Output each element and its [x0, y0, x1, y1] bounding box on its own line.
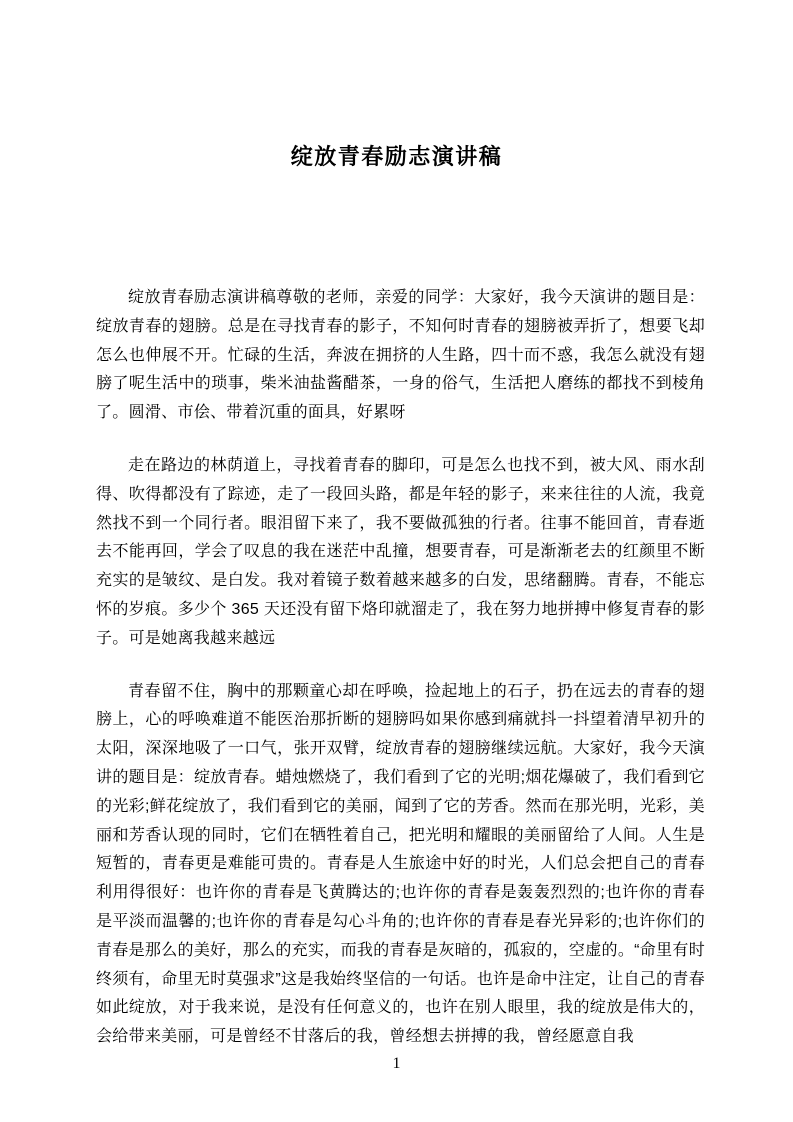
paragraph: 走在路边的林荫道上，寻找着青春的脚印，可是怎么也找不到，被大风、雨水刮得、吹得都没有了踪迹，走了一段回头路，都是年轻的影子，来来往往的人流，我竟然找不到一个同行者。眼泪留下来了，我不要做孤独的行者。往事不能回首，青春逝去不能再回，学会了叹息的我在迷茫中乱撞，想要青春，可是渐渐老去的红颜里不断充实的是皱纹、是白发。我对着镜子数着越来越多的白发，思绪翻腾。青春，不能忘怀的岁痕。多少个 365 天还没有留下烙印就溜走了，我在努力地拼搏中修复青春的影子。可是她离我越来越远: [96, 456, 705, 647]
page-title: 绽放青春励志演讲稿: [290, 144, 503, 169]
page-number: 1: [392, 1055, 401, 1072]
paragraph: 青春留不住，胸中的那颗童心却在呼唤，捡起地上的石子，扔在远去的青春的翅膀上，心的呼唤难道不能医治那折断的翅膀吗如果你感到痛就抖一抖望着清早初升的太阳，深深地吸了一口气，张开双臂，绽放青春的翅膀继续远航。大家好，我今天演讲的题目是：绽放青春。蜡烛燃烧了，我们看到了它的光明;烟花爆破了，我们看到它的光彩;鲜花绽放了，我们看到它的美丽，闻到了它的芳香。然而在那光明，光彩，美丽和芳香认现的同时，它们在牺牲着自己，把光明和耀眼的美丽留给了人间。人生是短暂的，青春更是难能可贵的。青春是人生旅途中好的时光，人们总会把自己的青春利用得很好：也许你的青春是飞黄腾达的;也许你的青春是轰轰烈烈的;也许你的青春是平淡而温馨的;也许你的青春是勾心斗角的;也许你的青春是春光异彩的;也许你们的青春是那么的美好，那么的充实，而我的青春是灰暗的，孤寂的，空虚的。“命里有时终须有，命里无时莫强求”这是我始终坚信的一句话。也许是命中注定，让自己的青春如此绽放，对于我来说，是没有任何意义的，也许在别人眼里，我的绽放是伟大的，会给带来美丽，可是曾经不甘落后的我，曾经想去拼搏的我，曾经愿意自我: [96, 682, 705, 1046]
paragraph: 绽放青春励志演讲稿尊敬的老师，亲爱的同学：大家好，我今天演讲的题目是：绽放青春的翅膀。总是在寻找青春的影子，不知何时青春的翅膀被弄折了，想要飞却怎么也伸展不开。忙碌的生活，奔波在拥挤的人生路，四十而不惑，我怎么就没有翅膀了呢生活中的琐事，柴米油盐酱醋茶，一身的俗气，生活把人磨练的都找不到棱角了。圆滑、市侩、带着沉重的面具，好累呀: [96, 289, 705, 422]
document-body: [96, 284, 705, 1052]
